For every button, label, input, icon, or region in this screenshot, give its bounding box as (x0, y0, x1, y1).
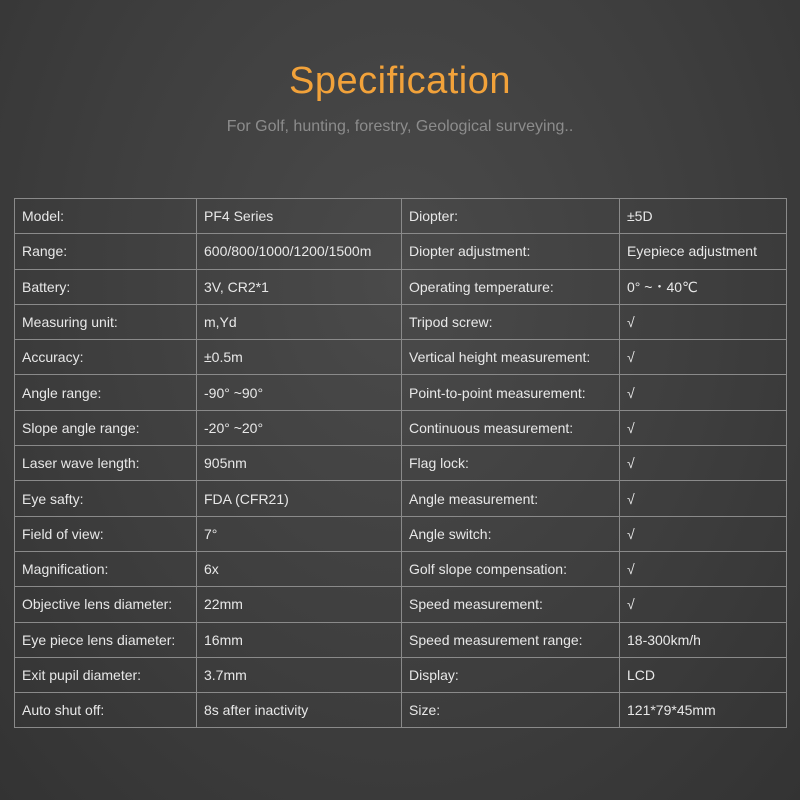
spec-label: Eye piece lens diameter: (15, 622, 197, 657)
spec-label: Display: (402, 657, 620, 692)
spec-label: Accuracy: (15, 340, 197, 375)
spec-value: √ (620, 375, 787, 410)
spec-label: Battery: (15, 269, 197, 304)
spec-value: 905nm (197, 446, 402, 481)
spec-value: √ (620, 410, 787, 445)
spec-value: 121*79*45mm (620, 693, 787, 728)
spec-label: Diopter adjustment: (402, 234, 620, 269)
spec-value: √ (620, 551, 787, 586)
spec-value: √ (620, 446, 787, 481)
spec-label: Eye safty: (15, 481, 197, 516)
spec-label: Slope angle range: (15, 410, 197, 445)
spec-label: Tripod screw: (402, 304, 620, 339)
spec-value: 8s after inactivity (197, 693, 402, 728)
spec-value: 18-300km/h (620, 622, 787, 657)
spec-value: √ (620, 481, 787, 516)
spec-label: Objective lens diameter: (15, 587, 197, 622)
spec-value: √ (620, 340, 787, 375)
table-row (15, 410, 787, 445)
spec-value: FDA (CFR21) (197, 481, 402, 516)
spec-label: Exit pupil diameter: (15, 657, 197, 692)
table-row (15, 375, 787, 410)
table-row (15, 481, 787, 516)
spec-value: 7° (197, 516, 402, 551)
spec-value: ±0.5m (197, 340, 402, 375)
spec-value: ±5D (620, 199, 787, 234)
spec-value: -90° ~90° (197, 375, 402, 410)
spec-value: √ (620, 516, 787, 551)
spec-label: Point-to-point measurement: (402, 375, 620, 410)
spec-label: Golf slope compensation: (402, 551, 620, 586)
spec-label: Vertical height measurement: (402, 340, 620, 375)
spec-value: 16mm (197, 622, 402, 657)
table-row (15, 622, 787, 657)
spec-label: Diopter: (402, 199, 620, 234)
spec-label: Speed measurement range: (402, 622, 620, 657)
spec-label: Angle measurement: (402, 481, 620, 516)
table-row (15, 693, 787, 728)
spec-value: 3V, CR2*1 (197, 269, 402, 304)
table-row (15, 657, 787, 692)
spec-label: Measuring unit: (15, 304, 197, 339)
spec-label: Operating temperature: (402, 269, 620, 304)
spec-value: √ (620, 304, 787, 339)
table-row (15, 340, 787, 375)
table-row (15, 551, 787, 586)
spec-label: Field of view: (15, 516, 197, 551)
spec-label: Size: (402, 693, 620, 728)
specification-table-body (15, 199, 787, 728)
spec-value: 3.7mm (197, 657, 402, 692)
spec-label: Magnification: (15, 551, 197, 586)
spec-value: PF4 Series (197, 199, 402, 234)
spec-value: Eyepiece adjustment (620, 234, 787, 269)
page-subtitle: For Golf, hunting, forestry, Geological surveying.. (226, 118, 574, 135)
spec-label: Angle range: (15, 375, 197, 410)
table-row (15, 269, 787, 304)
specification-table (14, 198, 787, 728)
table-row (15, 587, 787, 622)
spec-label: Flag lock: (402, 446, 620, 481)
table-row (15, 446, 787, 481)
spec-value: LCD (620, 657, 787, 692)
spec-label: Speed measurement: (402, 587, 620, 622)
spec-label: Angle switch: (402, 516, 620, 551)
spec-value: 6x (197, 551, 402, 586)
spec-value: 22mm (197, 587, 402, 622)
spec-value: 0° ~・40℃ (620, 269, 787, 304)
spec-value: 600/800/1000/1200/1500m (197, 234, 402, 269)
spec-value: m,Yd (197, 304, 402, 339)
spec-label: Laser wave length: (15, 446, 197, 481)
spec-value: -20° ~20° (197, 410, 402, 445)
spec-label: Range: (15, 234, 197, 269)
spec-label: Continuous measurement: (402, 410, 620, 445)
page-title: Specification (289, 60, 511, 102)
table-row (15, 199, 787, 234)
table-row (15, 516, 787, 551)
spec-label: Model: (15, 199, 197, 234)
spec-value: √ (620, 587, 787, 622)
spec-label: Auto shut off: (15, 693, 197, 728)
table-row (15, 234, 787, 269)
table-row (15, 304, 787, 339)
